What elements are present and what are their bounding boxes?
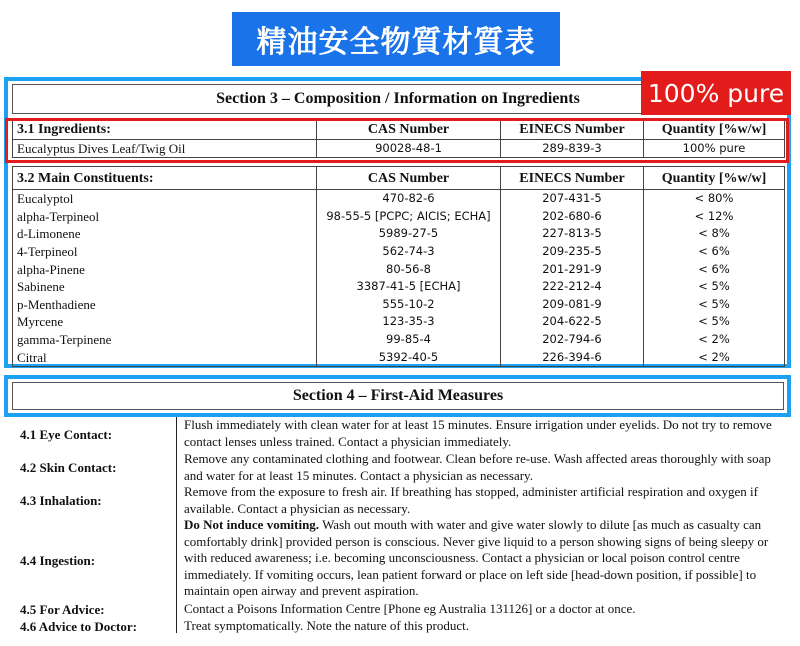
constituent-name: Eucalyptol	[13, 190, 317, 208]
constituent-quantity: < 12%	[644, 208, 785, 226]
einecs-header: EINECS Number	[501, 167, 644, 190]
first-aid-label: 4.3 Inhalation:	[20, 493, 102, 508]
constituent-cas: 99-85-4	[317, 331, 501, 349]
first-aid-label: 4.6 Advice to Doctor:	[20, 619, 137, 634]
constituent-einecs: 202-794-6	[501, 331, 644, 349]
ingredients-header: 3.1 Ingredients:	[13, 119, 317, 140]
constituent-name: alpha-Terpineol	[13, 208, 317, 226]
constituent-row	[13, 278, 785, 296]
constituent-cas: 555-10-2	[317, 296, 501, 314]
quantity-header: Quantity [%w/w]	[644, 119, 785, 140]
constituent-einecs: 222-212-4	[501, 278, 644, 296]
first-aid-label: 4.5 For Advice:	[20, 602, 105, 617]
first-aid-text	[184, 517, 784, 600]
einecs-header: EINECS Number	[501, 119, 644, 140]
constituent-name: gamma-Terpinene	[13, 331, 317, 349]
cas-header: CAS Number	[317, 167, 501, 190]
constituents-body	[13, 190, 785, 367]
constituent-einecs: 209-081-9	[501, 296, 644, 314]
constituent-row	[13, 313, 785, 331]
constituent-name: 4-Terpineol	[13, 243, 317, 261]
constituent-cas: 5392-40-5	[317, 348, 501, 366]
ingredient-einecs: 289-839-3	[501, 140, 644, 158]
ingredient-cas: 90028-48-1	[317, 140, 501, 158]
constituent-row	[13, 348, 785, 366]
constituent-quantity: < 5%	[644, 278, 785, 296]
ingredient-quantity: 100% pure	[644, 140, 785, 158]
constituent-row	[13, 208, 785, 226]
first-aid-label: 4.1 Eye Contact:	[20, 427, 113, 442]
constituents-table	[12, 166, 785, 367]
constituent-name: Sabinene	[13, 278, 317, 296]
constituent-quantity: < 80%	[644, 190, 785, 208]
constituent-name: Citral	[13, 348, 317, 366]
constituent-cas: 123-35-3	[317, 313, 501, 331]
first-aid-text: Flush immediately with clean water for at least 15 minutes. Ensure irrigation under eyelids. Do not try to remove contact lenses unless trained. Contact a physician immediately.	[184, 417, 772, 449]
first-aid-warning: Do Not induce vomiting.	[184, 517, 320, 532]
constituent-einecs: 204-622-5	[501, 313, 644, 331]
constituent-einecs: 201-291-9	[501, 260, 644, 278]
first-aid-text: Treat symptomatically. Note the nature of this product.	[184, 618, 469, 633]
constituent-name: alpha-Pinene	[13, 260, 317, 278]
cas-header: CAS Number	[317, 119, 501, 140]
ingredient-highlight-box	[5, 118, 789, 163]
first-aid-label: 4.2 Skin Contact:	[20, 460, 117, 475]
constituent-row	[13, 260, 785, 278]
constituent-quantity: < 5%	[644, 313, 785, 331]
constituent-cas: 562-74-3	[317, 243, 501, 261]
constituent-einecs: 227-813-5	[501, 225, 644, 243]
constituent-cas: 3387-41-5 [ECHA]	[317, 278, 501, 296]
constituent-einecs: 209-235-5	[501, 243, 644, 261]
constituent-row	[13, 243, 785, 261]
constituent-einecs: 226-394-6	[501, 348, 644, 366]
first-aid-divider	[176, 417, 177, 633]
ingredient-name: Eucalyptus Dives Leaf/Twig Oil	[13, 140, 317, 158]
constituent-quantity: < 6%	[644, 243, 785, 261]
constituent-row	[13, 190, 785, 208]
constituent-name: p-Menthadiene	[13, 296, 317, 314]
constituent-quantity: < 2%	[644, 348, 785, 366]
constituents-header: 3.2 Main Constituents:	[13, 167, 317, 190]
constituent-row	[13, 296, 785, 314]
page-banner-title: 精油安全物質材質表	[232, 12, 560, 66]
first-aid-text: Remove from the exposure to fresh air. If breathing has stopped, administer artificial respiration and oxygen if available. Contact a physician as necessary.	[184, 484, 758, 516]
constituent-row	[13, 331, 785, 349]
constituent-row	[13, 225, 785, 243]
constituent-name: Myrcene	[13, 313, 317, 331]
first-aid-text: Remove any contaminated clothing and footwear. Clean before re-use. Wash affected areas thoroughly with soap and water for at least 15 minutes. Contact a physician as necessary.	[184, 451, 771, 483]
quantity-header: Quantity [%w/w]	[644, 167, 785, 190]
section4-title: Section 4 – First-Aid Measures	[12, 382, 784, 410]
constituent-cas: 470-82-6	[317, 190, 501, 208]
constituent-quantity: < 6%	[644, 260, 785, 278]
constituent-quantity: < 5%	[644, 296, 785, 314]
constituents-header-row	[13, 167, 785, 190]
first-aid-text-rest: Wash out mouth with water and give water slowly to dilute [as much as casualty can comfortably drink] provided person is conscious. Never give liquid to a person showing signs of being sleepy or with reduced awareness; i.e. becoming unconsciousness. Contact a physician or local poison control centre immediately. If vomiting occurs, lean patient forward or place on left side [head-down position, if possible] to maintain open airway and prevent aspiration.	[184, 517, 769, 599]
first-aid-label: 4.4 Ingestion:	[20, 553, 96, 568]
constituent-einecs: 202-680-6	[501, 208, 644, 226]
constituent-cas: 80-56-8	[317, 260, 501, 278]
section3-title: Section 3 – Composition / Information on Ingredients	[12, 84, 784, 114]
pure-badge: 100% pure	[641, 71, 791, 115]
constituent-einecs: 207-431-5	[501, 190, 644, 208]
constituent-quantity: < 8%	[644, 225, 785, 243]
constituent-quantity: < 2%	[644, 331, 785, 349]
constituent-name: d-Limonene	[13, 225, 317, 243]
first-aid-text: Contact a Poisons Information Centre [Phone eg Australia 131126] or a doctor at once.	[184, 601, 636, 616]
constituent-cas: 5989-27-5	[317, 225, 501, 243]
constituent-cas: 98-55-5 [PCPC; AICIS; ECHA]	[317, 208, 501, 226]
